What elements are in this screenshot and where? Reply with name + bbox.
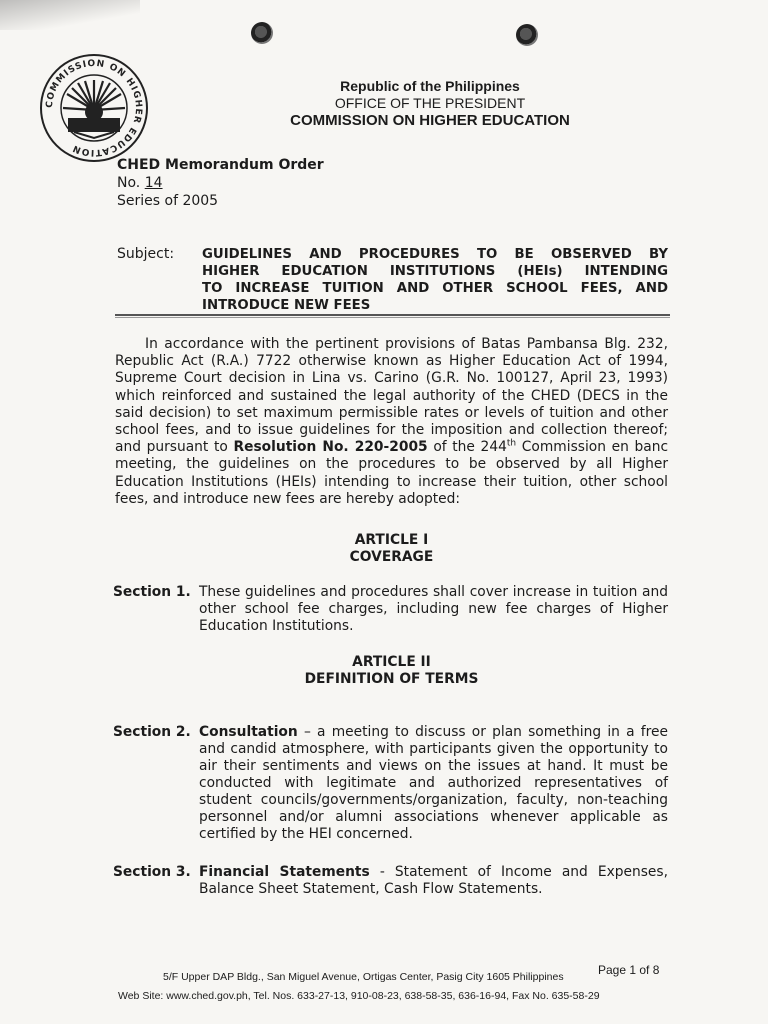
ordinal-suffix: th: [506, 438, 517, 449]
seal-text: COMMISSION ON HIGHER EDUCATION: [44, 58, 144, 158]
section-2: [113, 724, 668, 843]
section-label: Section 3.: [113, 864, 191, 880]
footer-contact: Web Site: www.ched.gov.ph, Tel. Nos. 633-27-13, 910-08-23, 638-58-35, 636-16-94, Fax No. 635-58-29: [118, 990, 600, 1002]
section-1: [113, 584, 668, 635]
article-number: ARTICLE I: [354, 532, 429, 548]
intro-text-a: In accordance with the pertinent provisions of Batas Pambansa Blg. 232, Republic Act (R.A.) 7722 otherwise known as Higher Education Act of 1994, Supreme Court decision in Lina vs. Carino (G.R. No. 100127, April 23, 1993) which reinforced and sustained the legal authority of the CHED (DECS in the said decision) to set maximum permissible rates or levels of tuition and other school fees, and to issue guidelines for the imposition and collection thereof; and pursuant to: [115, 336, 668, 456]
subject-label: Subject:: [117, 246, 175, 262]
scan-shadow: [0, 0, 140, 30]
header-office: OFFICE OF THE PRESIDENT: [334, 95, 526, 111]
memo-series: Series of 2005: [117, 193, 219, 209]
subject-line: INTRODUCE NEW FEES: [202, 298, 371, 313]
header-commission: COMMISSION ON HIGHER EDUCATION: [290, 112, 570, 129]
punch-hole-left: [251, 22, 273, 44]
memo-block: [117, 156, 324, 210]
article-title: COVERAGE: [349, 549, 434, 565]
section-label: Section 1.: [113, 584, 191, 600]
subject-line: TO INCREASE TUITION AND OTHER SCHOOL FEES, AND: [202, 281, 668, 296]
memo-number: [117, 174, 324, 192]
intro-paragraph: [115, 336, 668, 508]
memo-number-value: 14: [144, 175, 163, 191]
punch-hole-right: [516, 24, 538, 46]
term-definition: - Statement of Income and Expenses, Balance Sheet Statement, Cash Flow Statements.: [199, 864, 668, 897]
article-1-heading: [115, 532, 668, 566]
ched-seal: [38, 52, 150, 164]
memo-title: CHED Memorandum Order: [117, 157, 324, 173]
term-financial-statements: Financial Statements: [199, 864, 370, 880]
section-text: These guidelines and procedures shall cover increase in tuition and other school fee charges, including new fee charges of Higher Education Institutions.: [199, 584, 668, 634]
intro-text-b: of the 244: [433, 439, 507, 456]
memo-number-label: No.: [117, 175, 141, 191]
section-label: Section 2.: [113, 724, 191, 740]
section-text: [199, 724, 668, 843]
subject-divider: [115, 314, 670, 318]
article-number: ARTICLE II: [352, 654, 431, 670]
section-text: [199, 864, 668, 898]
resolution-number: Resolution No. 220-2005: [233, 439, 428, 456]
article-2-heading: [115, 654, 668, 688]
page-number: Page 1 of 8: [598, 963, 660, 977]
term-consultation: Consultation: [199, 724, 298, 740]
header-republic: Republic of the Philippines: [340, 78, 520, 94]
subject-text: [202, 246, 668, 314]
footer-address: 5/F Upper DAP Bldg., San Miguel Avenue, Ortigas Center, Pasig City 1605 Philippines: [163, 971, 564, 983]
intro-text-c: Commission en banc meeting, the guidelines on the procedures to be observed by all Higher Education Institutions (HEIs) intending to increase their tuition, other school fees, and introduce new fees are hereby adopted:: [115, 439, 669, 507]
article-title: DEFINITION OF TERMS: [304, 671, 479, 687]
term-definition: – a meeting to discuss or plan something in a free and candid atmosphere, with participants given the opportunity to air their sentiments and views on the issues at hand. It must be conducted with legitimate and authorized representatives of student councils/governments/organization, faculty, non-teaching personnel and/or alumni associations whenever applicable as certified by the HEI concerned.: [199, 724, 668, 842]
section-3: [113, 864, 668, 898]
subject-line: HIGHER EDUCATION INSTITUTIONS (HEIs) INTENDING: [202, 264, 668, 279]
subject-line: GUIDELINES AND PROCEDURES TO BE OBSERVED BY: [202, 247, 668, 262]
